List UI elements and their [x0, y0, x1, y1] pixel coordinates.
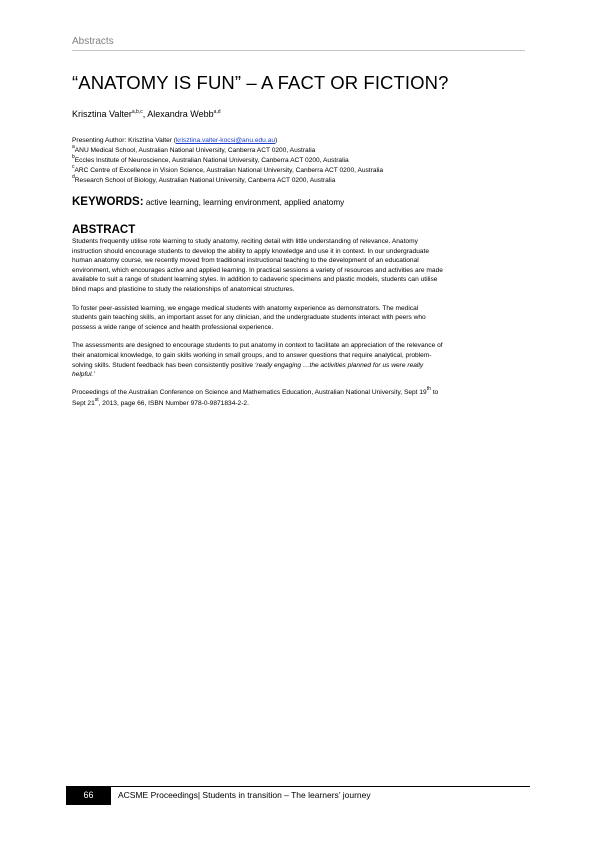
affiliation-line: [72, 166, 525, 176]
presenting-author-suffix: ): [275, 137, 278, 144]
paper-title: “ANATOMY IS FUN” – A FACT OR FICTION?: [72, 72, 449, 93]
citation-line: [72, 388, 525, 399]
affiliation-mark: c: [72, 164, 75, 170]
abstract-line: environment, which encourages active and applied learning. In practical sessions a variety of resources and activities are made: [72, 266, 443, 274]
page-number-box: [66, 786, 111, 805]
abstract-line: students gain teaching skills, an important asset for any clinician, and the undergraduate students interact with peers who: [72, 314, 426, 322]
abstract-line: possess a wide range of science and health professional experience.: [72, 323, 274, 331]
footer-divider: [66, 786, 530, 787]
affiliation-mark: a: [72, 144, 75, 150]
affiliation-text: Research School of Biology, Australian National University, Canberra ACT 0200, Australia: [74, 177, 336, 184]
citation-text: Proceedings of the Australian Conference on Science and Mathematics Education, Australian National University, Sept 19: [72, 389, 427, 396]
abstract-line: their anatomical knowledge, to gain skills working in small groups, and to answer questions that require analytical, problem-: [72, 351, 432, 359]
citation-text: to: [430, 389, 439, 396]
citation-line: [72, 396, 525, 410]
affiliation-text: ARC Centre of Excellence in Vision Science, Australian National University, Canberra ACT 0200, Australia: [74, 167, 384, 174]
affiliation-text: ANU Medical School, Australian National University, Canberra ACT 0200, Australia: [74, 147, 316, 154]
author-list: [72, 109, 221, 119]
affiliation-mark: b: [72, 154, 75, 160]
author-name: Alexandra Webb: [147, 109, 214, 119]
abstract-line: [72, 370, 525, 380]
abstract-line: The assessments are designed to encourage students to put anatomy in context to facilitate an appreciation of the relevance of: [72, 342, 443, 350]
author-name: Krisztina Valter: [72, 109, 132, 119]
affiliation-mark: d: [72, 174, 75, 180]
page-number: 66: [83, 790, 94, 800]
abstract-line: [72, 361, 525, 371]
affiliation-text: Eccles Institute of Neuroscience, Australian National University, Canberra ACT 0200, Australia: [74, 157, 349, 164]
ordinal-suffix: th: [426, 386, 431, 392]
presenting-author-prefix: Presenting Author: Krisztina Valter (: [72, 137, 176, 144]
abstract-line: available to suit a range of student learning styles. In addition to cadaveric specimens and plastic models, students can utilise: [72, 276, 438, 284]
abstract-line: Students frequently utilise rote learning to study anatomy, reciting detail with little understanding of relevance. Anatomy: [72, 238, 418, 245]
abstract-text: solving skills. Student feedback has been consistently positive: [72, 361, 255, 369]
abstract-paragraph: [72, 341, 525, 379]
keywords-line: [72, 196, 344, 208]
student-feedback-quote: ‘really engaging …the activities planned for us were really: [254, 361, 424, 369]
affiliations-block: [72, 136, 525, 186]
keywords-text: active learning, learning environment, applied anatomy: [143, 198, 345, 207]
proceedings-citation: [72, 388, 525, 409]
student-feedback-quote-end: helpful.’: [72, 371, 95, 379]
abstract-heading: ABSTRACT: [72, 224, 136, 236]
abstract-line: To foster peer-assisted learning, we engage medical students with anatomy experience as demonstrators. The medical: [72, 304, 419, 312]
author-separator: ,: [142, 109, 148, 119]
abstract-body: [72, 237, 525, 389]
affiliation-line: [72, 176, 525, 186]
author-affiliation-marks: a,b,c: [131, 109, 143, 115]
affiliation-line: [72, 146, 525, 156]
running-head: Abstracts: [72, 36, 114, 47]
presenting-author-line: [72, 136, 525, 146]
abstract-paragraph: [72, 237, 525, 295]
citation-text: , 2013, page 66, ISBN Number 978-0-9871834-2-2.: [98, 399, 249, 407]
ordinal-suffix: st: [94, 396, 99, 403]
author-affiliation-marks: a,d: [213, 109, 221, 115]
affiliation-line: [72, 156, 525, 166]
presenting-author-email-link[interactable]: krisztina.valter-kocsi@anu.edu.au: [175, 137, 276, 144]
abstract-line: blind maps and plasticine to study the relationships of anatomical structures.: [72, 285, 295, 293]
abstract-line: human anatomy course, we recently moved from traditional instructional teaching to the development of an educational: [72, 257, 419, 265]
keywords-label: KEYWORDS:: [72, 196, 144, 208]
footer-text: ACSME Proceedings| Students in transition – The learners’ journey: [118, 790, 371, 800]
header-divider: [72, 50, 525, 51]
abstract-paragraph: [72, 304, 525, 333]
abstract-line: instruction should encourage students to develop the ability to apply knowledge and use it in context. In our undergraduate: [72, 247, 430, 255]
citation-text: Sept 21: [72, 399, 95, 407]
